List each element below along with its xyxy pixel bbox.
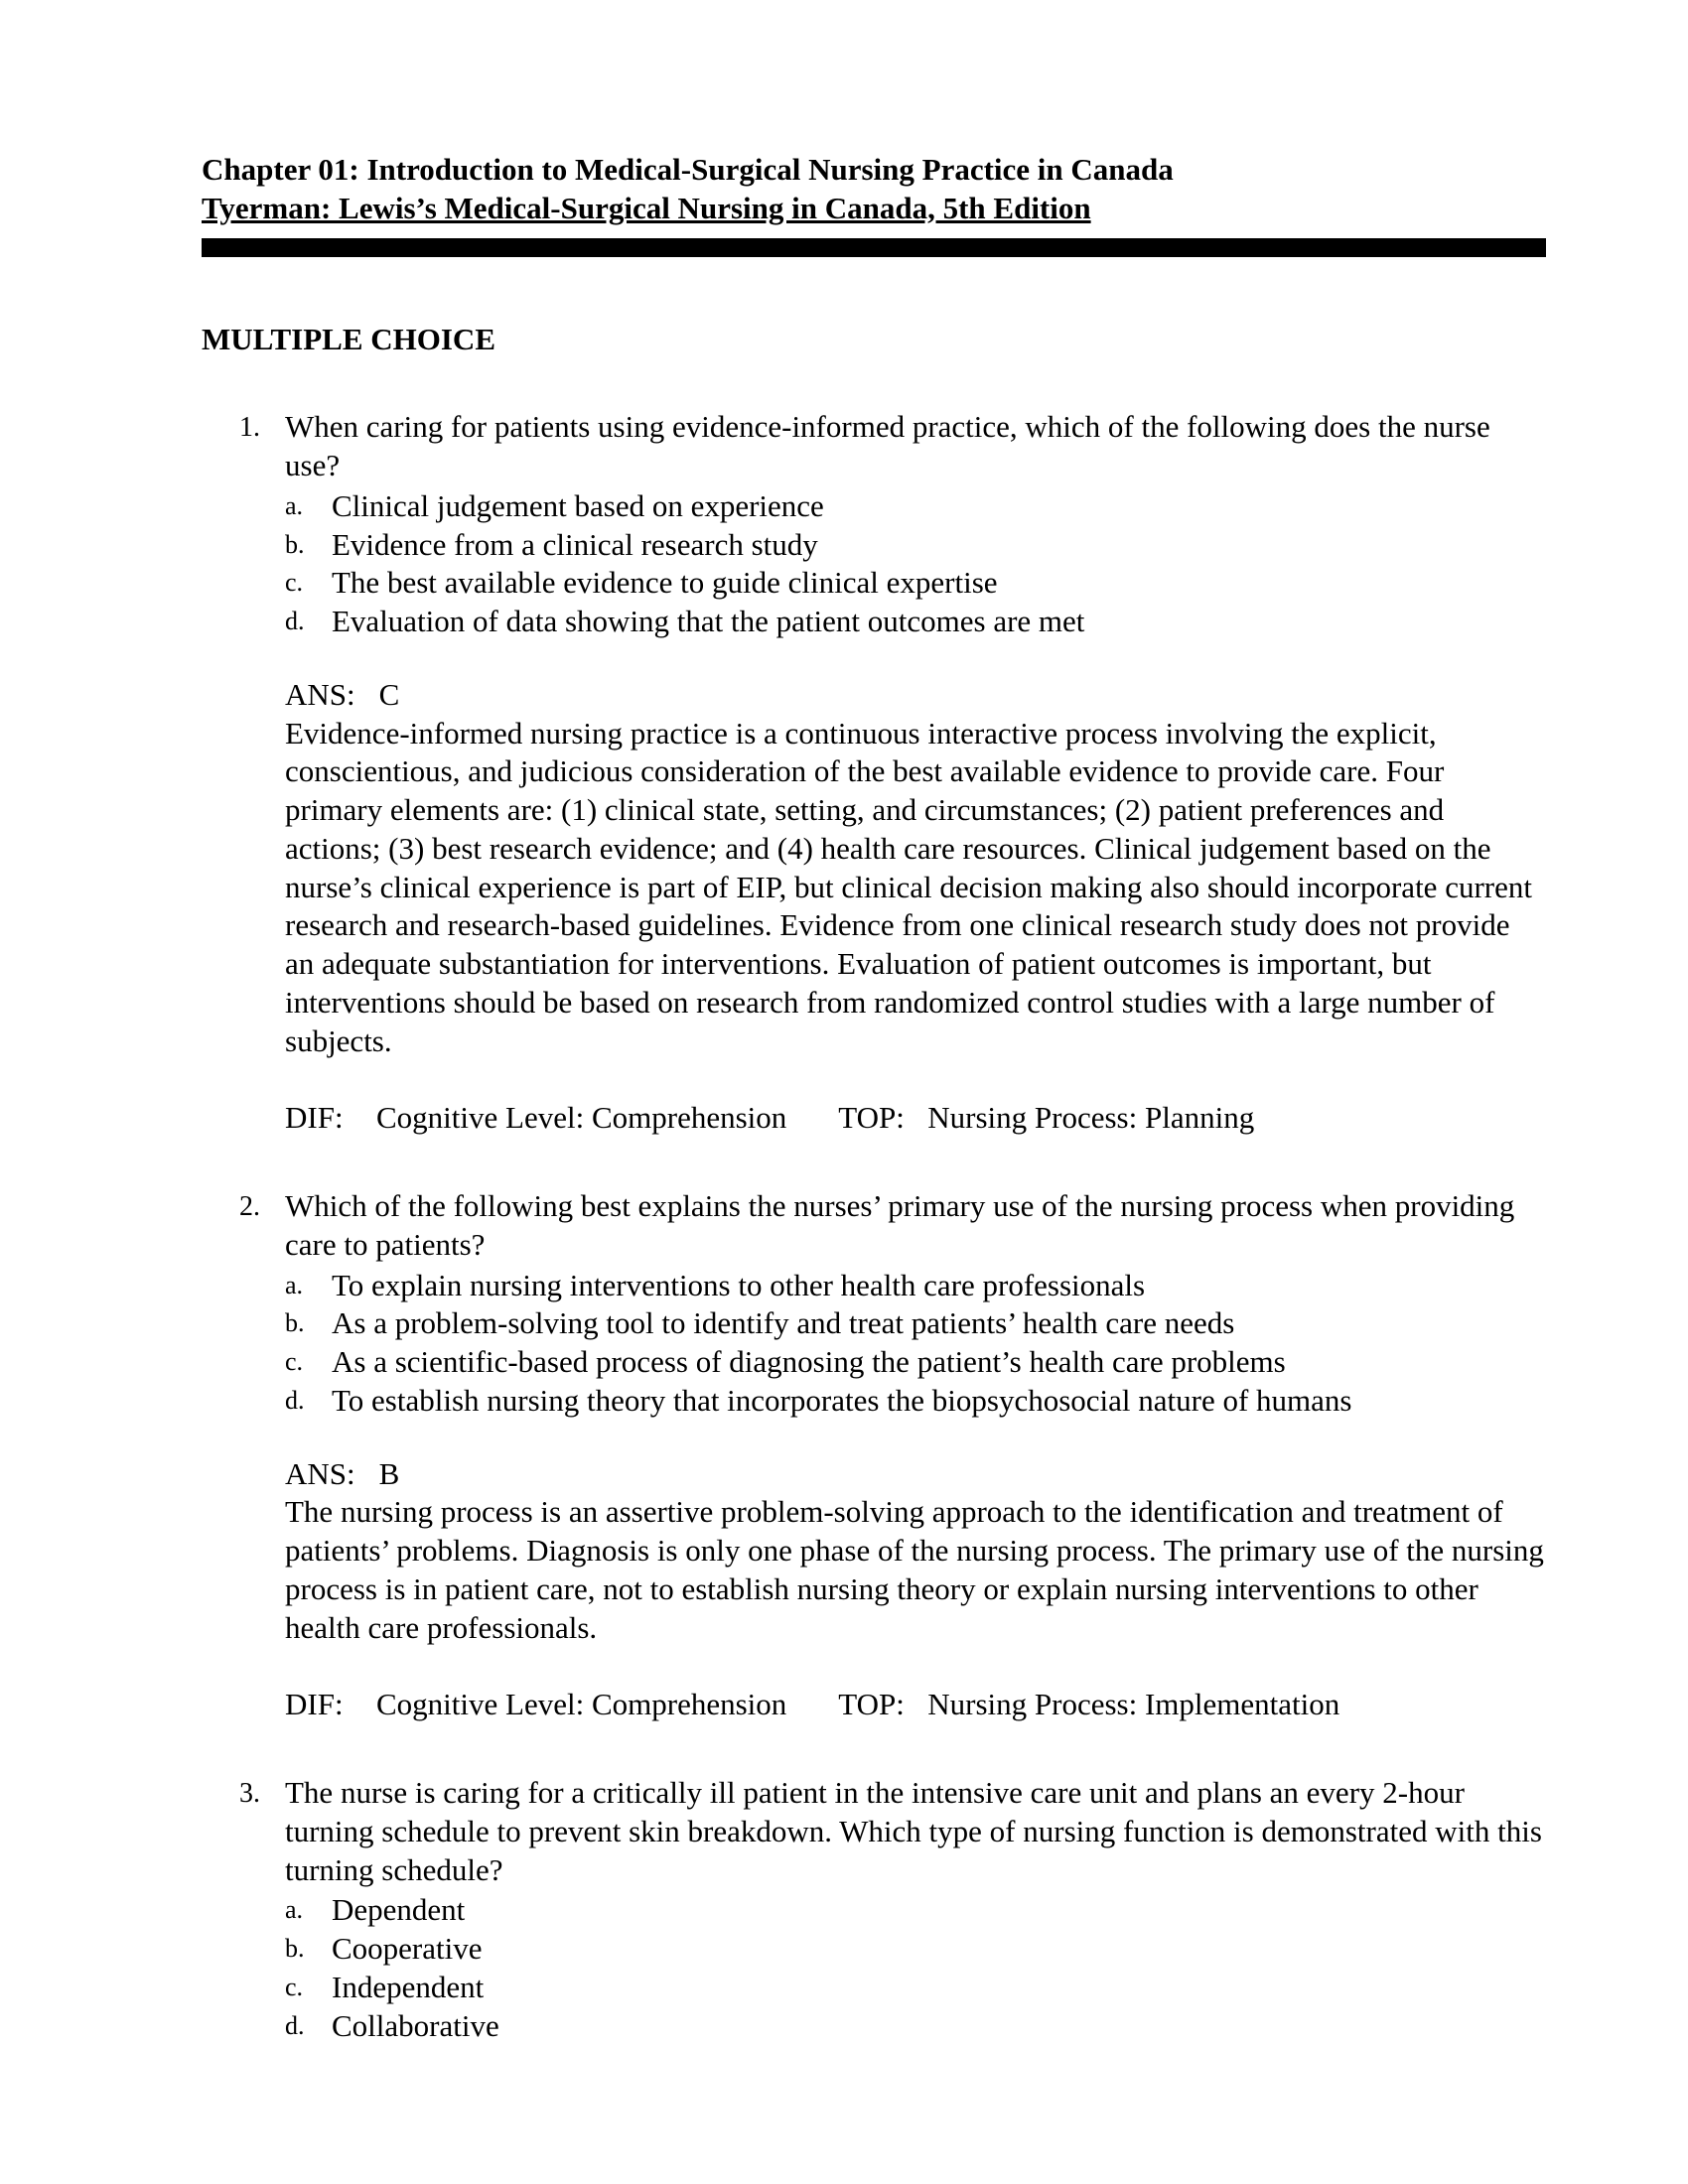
option-letter: c. bbox=[285, 1347, 304, 1376]
answer-line bbox=[285, 676, 1546, 715]
answer-line bbox=[285, 1455, 1546, 1494]
option-text: As a problem-solving tool to identify and treat patients’ health care needs bbox=[332, 1305, 1235, 1341]
answer-block bbox=[285, 1455, 1546, 1648]
book-title: Tyerman: Lewis’s Medical-Surgical Nursing in Canada, 5th Edition bbox=[202, 190, 1091, 225]
question-stem: When caring for patients using evidence-informed practice, which of the following does the nurse use? bbox=[285, 409, 1490, 482]
question-stem: The nurse is caring for a critically ill patient in the intensive care unit and plans an every 2-hour turning schedule to prevent skin breakdown. Which type of nursing function is demonstrated with this turning schedule? bbox=[285, 1775, 1542, 1887]
option-b bbox=[285, 526, 1546, 565]
option-text: Clinical judgement based on experience bbox=[332, 487, 824, 523]
option-letter: b. bbox=[285, 529, 305, 559]
option-b bbox=[285, 1930, 1546, 1969]
option-text: Evaluation of data showing that the patient outcomes are met bbox=[332, 604, 1085, 638]
question-number: 2. bbox=[239, 1191, 260, 1222]
top-label: TOP: bbox=[838, 1687, 905, 1722]
options-list bbox=[285, 487, 1546, 641]
dif-top-line bbox=[285, 1686, 1546, 1724]
document-title-block bbox=[202, 151, 1546, 257]
option-text: To establish nursing theory that incorporates the biopsychosocial nature of humans bbox=[332, 1382, 1352, 1418]
option-letter: a. bbox=[285, 1895, 304, 1925]
option-letter: b. bbox=[285, 1934, 305, 1963]
top-value: Nursing Process: Planning bbox=[927, 1100, 1255, 1136]
option-text: Independent bbox=[332, 1969, 485, 2004]
option-letter: a. bbox=[285, 1270, 304, 1299]
question-number: 1. bbox=[239, 412, 260, 444]
answer-label: ANS: bbox=[285, 1455, 355, 1491]
section-heading: MULTIPLE CHOICE bbox=[202, 321, 495, 356]
options-list bbox=[285, 1267, 1546, 1421]
option-d bbox=[285, 1382, 1546, 1421]
question-item-2 bbox=[202, 1187, 1546, 1724]
question-number: 3. bbox=[239, 1778, 260, 1809]
option-b bbox=[285, 1304, 1546, 1343]
dif-value: Cognitive Level: Comprehension bbox=[376, 1100, 787, 1136]
dif-label: DIF: bbox=[285, 1100, 344, 1136]
option-text: The best available evidence to guide clinical expertise bbox=[332, 565, 998, 601]
option-text: To explain nursing interventions to other health care professionals bbox=[332, 1267, 1146, 1302]
option-letter: d. bbox=[285, 1385, 305, 1415]
option-d bbox=[285, 603, 1546, 641]
option-letter: c. bbox=[285, 568, 304, 598]
question-stem: Which of the following best explains the nurses’ primary use of the nursing process when providing care to patients? bbox=[285, 1188, 1515, 1262]
option-text: Cooperative bbox=[332, 1931, 483, 1966]
question-item-3 bbox=[202, 1774, 1546, 2045]
answer-block bbox=[285, 676, 1546, 1061]
option-letter: a. bbox=[285, 490, 304, 520]
option-text: As a scientific-based process of diagnosing the patient’s health care problems bbox=[332, 1344, 1286, 1379]
option-letter: c. bbox=[285, 1972, 304, 2001]
chapter-title: Chapter 01: Introduction to Medical-Surgical Nursing Practice in Canada bbox=[202, 152, 1174, 187]
rationale-text: Evidence-informed nursing practice is a continuous interactive process involving the explicit, conscientious, and judicious consideration of the best available evidence to provide care. Four primary elements are: (1) clinical state, setting, and circumstances; (2) patient preferences and actions; (3) best research evidence; and (4) health care resources. Clinical judgement based on the nurse’s clinical experience is part of EIP, but clinical decision making also should incorporate current research and research-based guidelines. Evidence from one clinical research study does not provide an adequate substantiation for interventions. Evaluation of patient outcomes is important, but interventions should be based on research from randomized control studies with a large number of subjects. bbox=[285, 715, 1532, 1058]
option-a bbox=[285, 1891, 1546, 1930]
option-c bbox=[285, 564, 1546, 603]
option-text: Evidence from a clinical research study bbox=[332, 526, 818, 562]
option-d bbox=[285, 2007, 1546, 2046]
option-text: Dependent bbox=[332, 1892, 466, 1928]
answer-value: C bbox=[378, 676, 400, 712]
top-value: Nursing Process: Implementation bbox=[927, 1687, 1340, 1722]
option-letter: b. bbox=[285, 1308, 305, 1338]
option-c bbox=[285, 1969, 1546, 2007]
dif-top-line bbox=[285, 1099, 1546, 1138]
option-a bbox=[285, 487, 1546, 526]
option-letter: d. bbox=[285, 2010, 305, 2040]
answer-value: B bbox=[378, 1455, 400, 1491]
dif-label: DIF: bbox=[285, 1687, 344, 1722]
option-a bbox=[285, 1267, 1546, 1305]
option-text: Collaborative bbox=[332, 2007, 499, 2043]
option-c bbox=[285, 1343, 1546, 1382]
top-label: TOP: bbox=[838, 1100, 905, 1136]
options-list bbox=[285, 1891, 1546, 2045]
rationale-text: The nursing process is an assertive problem-solving approach to the identification and treatment of patients’ problems. Diagnosis is only one phase of the nursing process. The primary use of the nursing process is in patient care, not to establish nursing theory or explain nursing interventions to other health care professionals. bbox=[285, 1494, 1544, 1645]
option-letter: d. bbox=[285, 607, 305, 635]
question-item-1 bbox=[202, 408, 1546, 1138]
dif-value: Cognitive Level: Comprehension bbox=[376, 1687, 787, 1722]
answer-label: ANS: bbox=[285, 676, 355, 712]
title-divider-bar bbox=[202, 238, 1546, 257]
